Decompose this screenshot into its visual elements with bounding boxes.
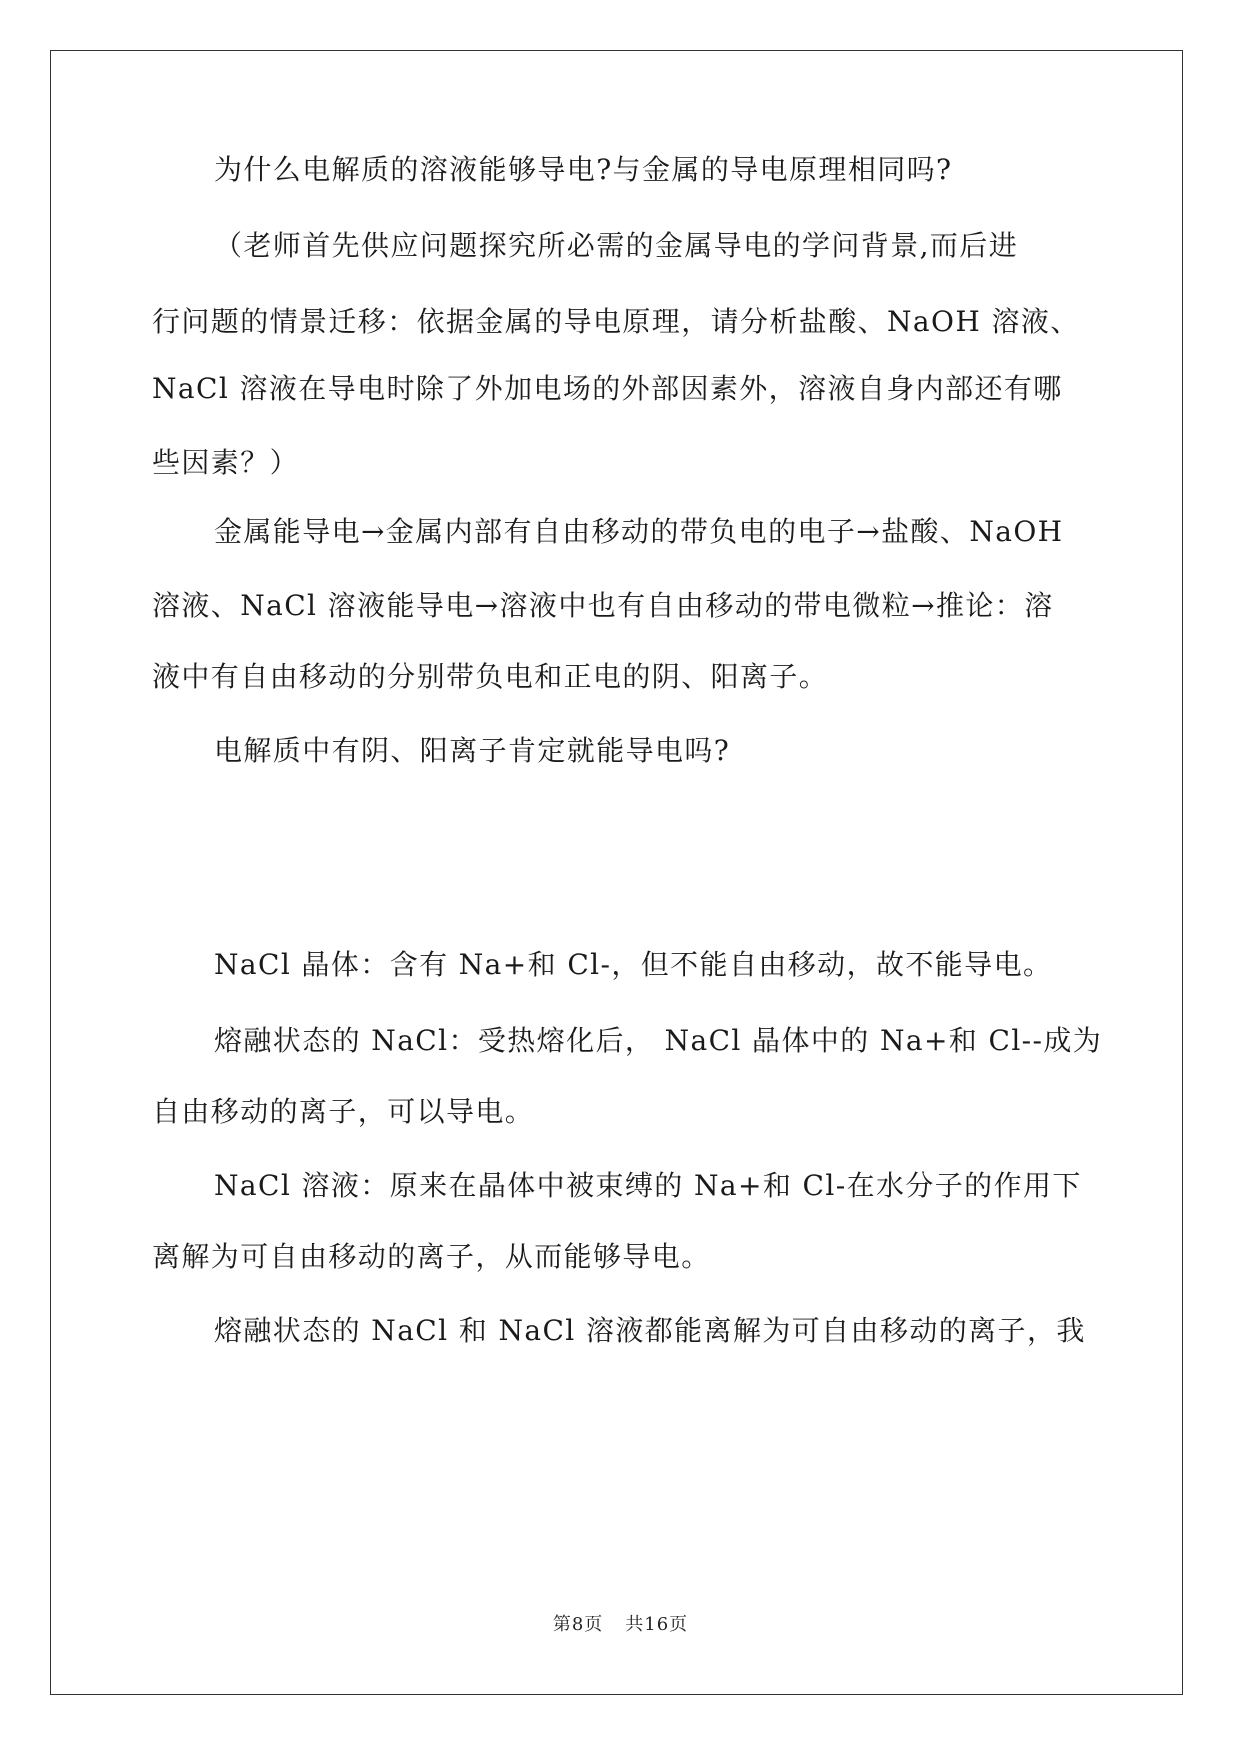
page-number-prefix: 第 — [552, 1614, 572, 1635]
paragraph-line: 熔融状态的 NaCl：受热熔化后， NaCl 晶体中的 Na+和 Cl--成为 — [214, 1024, 1103, 1057]
paragraph-nacl-solution-line-2 — [152, 1217, 1092, 1297]
paragraph-line: NaCl 晶体：含有 Na+和 Cl-，但不能自由移动，故不能导电。 — [214, 948, 1053, 981]
paragraph-line: （老师首先供应问题探究所必需的金属导电的学问背景,而后进 — [214, 229, 1019, 262]
paragraph-line: 电解质中有阴、阳离子肯定就能导电吗? — [214, 734, 731, 767]
paragraph-conclusion — [152, 1291, 1154, 1371]
paragraph-molten-nacl — [152, 1001, 1154, 1081]
page-footer — [0, 1610, 1241, 1636]
paragraph-line: 溶液、NaCl 溶液能导电→溶液中也有自由移动的带电微粒→推论：溶 — [152, 589, 1054, 622]
paragraph-reasoning — [152, 492, 1154, 572]
paragraph-reasoning-line-2 — [152, 566, 1092, 646]
paragraph-teacher-note-line-4 — [152, 423, 1092, 503]
paragraph-teacher-note-line-3 — [152, 349, 1092, 429]
paragraph-line: 为什么电解质的溶液能够导电?与金属的导电原理相同吗? — [214, 153, 953, 186]
paragraph-line: 行问题的情景迁移：依据金属的导电原理，请分析盐酸、NaOH 溶液、 — [152, 305, 1080, 338]
paragraph-line: 自由移动的离子，可以导电。 — [152, 1095, 535, 1128]
paragraph-nacl-solution — [152, 1146, 1154, 1226]
page-number-suffix: 页 — [584, 1614, 604, 1635]
page-total-value: 16 — [644, 1614, 670, 1635]
paragraph-line: 金属能导电→金属内部有自由移动的带负电的电子→盐酸、NaOH — [214, 515, 1064, 548]
paragraph-nacl-crystal — [152, 925, 1154, 1005]
paragraph-line: 熔融状态的 NaCl 和 NaCl 溶液都能离解为可自由移动的离子，我 — [214, 1314, 1086, 1347]
paragraph-line: NaCl 溶液：原来在晶体中被束缚的 Na+和 Cl-在水分子的作用下 — [214, 1169, 1082, 1202]
paragraph-line: 离解为可自由移动的离子，从而能够导电。 — [152, 1240, 711, 1273]
page-total-prefix: 共 — [625, 1614, 645, 1635]
page-total-suffix: 页 — [669, 1614, 689, 1635]
paragraph-molten-nacl-line-2 — [152, 1072, 1092, 1152]
paragraph-line: 液中有自由移动的分别带负电和正电的阴、阳离子。 — [152, 660, 829, 693]
paragraph-line: NaCl 溶液在导电时除了外加电场的外部因素外，溶液自身内部还有哪 — [152, 372, 1063, 405]
paragraph-teacher-note — [152, 206, 1154, 286]
paragraph-reasoning-line-3 — [152, 637, 1092, 717]
page-number-current: 8 — [571, 1614, 585, 1635]
paragraph-line: 些因素？） — [152, 446, 300, 479]
paragraph-question-2 — [152, 711, 1154, 791]
paragraph-question-1 — [152, 130, 1154, 210]
